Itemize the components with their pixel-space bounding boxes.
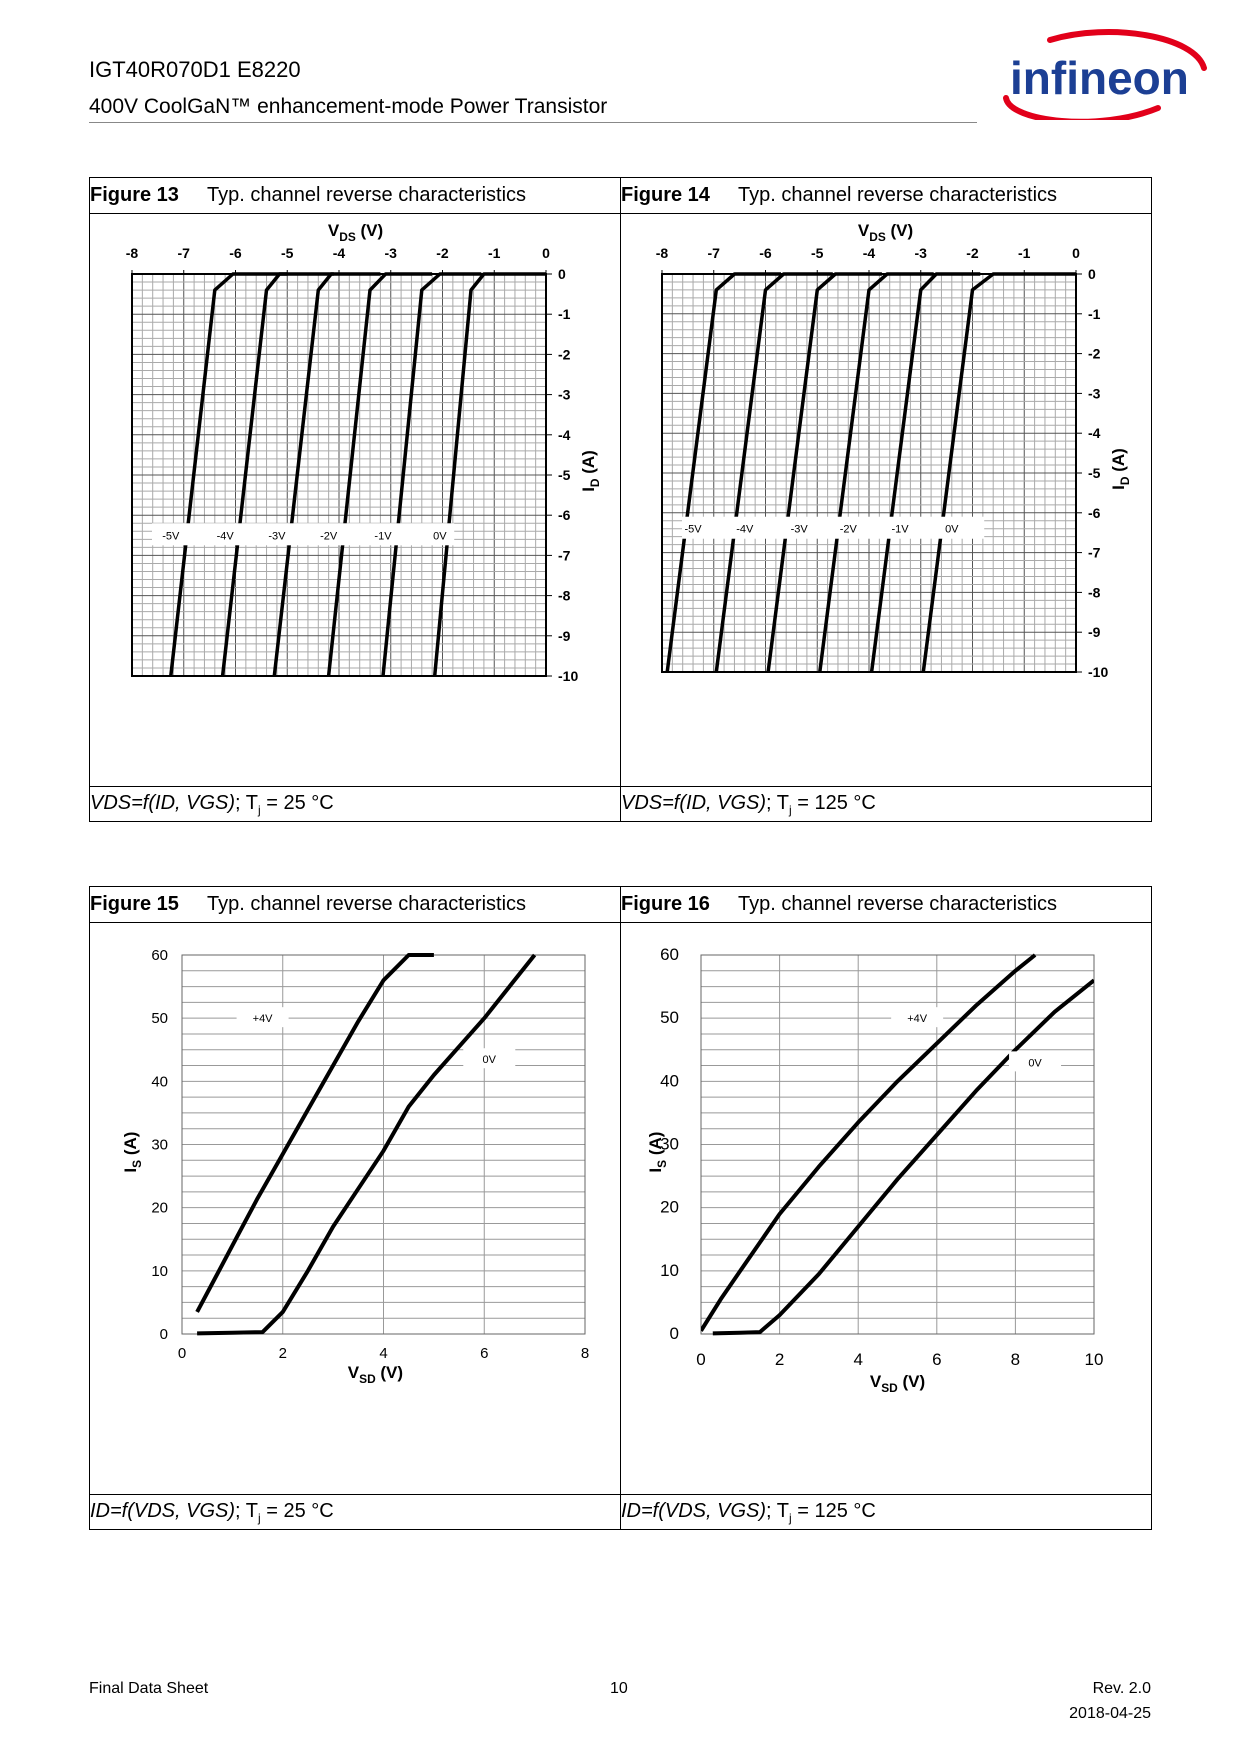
y-tick-label: -3 [558,386,571,403]
series-label: -2V [320,530,338,543]
figure-13-chart [110,218,610,783]
y-tick-label: 0 [669,1324,679,1343]
x-tick-label: -3 [384,245,397,261]
x-tick-label: -6 [759,245,772,261]
x-tick-label: -2 [436,245,449,261]
y-tick-label: -10 [558,668,579,684]
figure-14-heading [621,184,1058,207]
x-tick-label: -3 [914,245,927,261]
y-tick-label: -7 [558,547,571,564]
y-tick-label: -1 [1088,305,1101,322]
series-label: -4V [736,523,754,536]
x-tick-label: 2 [774,1350,785,1369]
x-tick-label: 0 [542,245,550,261]
x-tick-label: 8 [1010,1350,1021,1369]
figure-16-heading [621,893,1058,916]
x-tick-label: 10 [1084,1350,1104,1369]
figure-title: Typ. channel reverse characteristics [207,893,527,915]
figure-13-caption: VDS=f(ID, VGS); $T_j = 25$ °C [90,792,334,817]
x-tick-label: 2 [278,1345,287,1362]
figure-number: Figure 16 [621,893,710,915]
y-tick-label: -9 [558,627,571,644]
y-tick-label: 0 [1088,266,1096,282]
header-divider [89,122,977,123]
y-tick-label: -7 [1088,544,1101,561]
figure-15-caption: ID=f(VDS, VGS); $T_j = 25$ °C [90,1500,334,1525]
x-tick-label: -4 [862,245,876,261]
series-label: +4V [907,1013,928,1026]
y-tick-label: -5 [1088,465,1101,481]
y-tick-label: 40 [151,1073,168,1091]
y-tick-label: 60 [660,945,679,964]
figure-title: Typ. channel reverse characteristics [738,893,1058,915]
figure-15-heading [90,893,527,916]
x-tick-label: 0 [177,1345,187,1362]
y-axis-label: $I_D$ (A) [579,450,603,492]
series-label: -3V [268,530,286,543]
footer-revision: Rev. 2.0 [1092,1680,1151,1697]
y-tick-label: -2 [558,346,571,363]
y-tick-label: 50 [151,1010,168,1028]
x-tick-label: -7 [177,245,190,261]
y-tick-label: 10 [151,1262,168,1280]
series-label: -4V [216,530,234,543]
y-tick-label: 0 [159,1326,168,1343]
y-tick-label: -1 [558,306,571,323]
y-tick-label: -10 [1088,664,1109,680]
series-label: -5V [162,530,180,543]
x-tick-label: -7 [707,245,720,261]
figure-16-caption: ID=f(VDS, VGS); $T_j = 125$ °C [621,1500,876,1525]
x-tick-label: 0 [1072,245,1080,261]
x-tick-label: 6 [480,1345,489,1362]
series-label-band [682,517,984,539]
series-label: -2V [839,523,857,536]
y-tick-label: -2 [1088,345,1101,362]
y-tick-label: -4 [558,426,571,443]
x-tick-label: -5 [811,245,824,261]
y-tick-label: 30 [660,1134,679,1154]
panel-divider [620,178,621,821]
series-label-band [152,523,454,545]
x-tick-label: 0 [696,1350,706,1369]
figure-number: Figure 14 [621,184,710,206]
document-title: IGT40R070D1 E8220 [89,57,301,82]
series-label: +4V [252,1013,273,1026]
series-label: 0V [945,523,959,536]
series-label: -3V [790,523,808,536]
footer-doc-type: Final Data Sheet [89,1680,209,1697]
series-label: -5V [684,523,702,536]
x-tick-label: -6 [229,245,242,261]
x-axis-label: $V_{DS}$ (V) [327,221,384,245]
x-tick-label: -1 [1018,245,1031,261]
x-axis-label: $V_{SD}$ (V) [347,1363,404,1387]
y-tick-label: 30 [151,1136,168,1154]
figure-panel-bottom [89,886,1152,1530]
y-tick-label: 20 [151,1199,168,1217]
series-label: 0V [433,530,447,543]
y-tick-label: 40 [660,1071,679,1091]
x-tick-label: 8 [580,1345,590,1362]
x-tick-label: -5 [281,245,294,261]
svg-text:infineon: infineon [1010,52,1189,104]
figure-15-chart [100,927,615,1492]
y-tick-label: -6 [558,507,571,524]
y-tick-label: 20 [660,1197,679,1217]
y-axis-label: $I_D$ (A) [1109,448,1133,490]
figure-number: Figure 13 [90,184,179,206]
figure-16-chart [630,927,1150,1492]
x-tick-label: -1 [488,245,501,261]
y-tick-label: -8 [1088,584,1101,601]
series-label: -1V [891,523,909,536]
y-tick-label: 10 [660,1260,679,1280]
infineon-logo [990,28,1210,120]
x-tick-label: 6 [932,1350,942,1369]
y-tick-label: -5 [558,467,571,483]
y-tick-label: 50 [660,1008,679,1028]
y-tick-label: -3 [1088,385,1101,402]
x-tick-label: -4 [332,245,346,261]
series-label: 0V [482,1054,497,1067]
x-tick-label: -8 [125,245,139,261]
y-tick-label: -6 [1088,504,1101,521]
x-tick-label: 4 [853,1350,863,1369]
x-tick-label: -2 [966,245,979,261]
y-axis-label: $I_S$ (A) [646,1131,670,1173]
series-label: 0V [1028,1057,1042,1070]
y-tick-label: -9 [1088,624,1101,641]
series-line [713,980,1094,1333]
x-tick-label: -8 [655,245,669,261]
figure-number: Figure 15 [90,893,179,915]
figure-14-chart [640,218,1140,783]
x-tick-label: 4 [379,1345,388,1362]
figure-panel-top [89,177,1152,822]
figure-13-heading [90,184,527,207]
x-axis-label: $V_{SD}$ (V) [869,1372,926,1396]
y-tick-label: 60 [151,947,168,964]
figure-14-caption: VDS=f(ID, VGS); $T_j = 125$ °C [621,792,876,817]
y-tick-label: -4 [1088,425,1101,442]
series-line [701,955,1035,1331]
series-label: -1V [374,530,392,543]
footer-date: 2018-04-25 [1069,1705,1151,1722]
y-axis-label: $I_S$ (A) [121,1131,145,1173]
document-subtitle: 400V CoolGaN™ enhancement-mode Power Transistor [89,95,608,118]
figure-title: Typ. channel reverse characteristics [207,184,527,206]
figure-title: Typ. channel reverse characteristics [738,184,1058,206]
x-axis-label: $V_{DS}$ (V) [857,221,914,245]
y-tick-label: -8 [558,587,571,604]
y-tick-label: 0 [558,266,566,282]
footer-page-number: 10 [610,1680,628,1697]
panel-divider [620,887,621,1529]
